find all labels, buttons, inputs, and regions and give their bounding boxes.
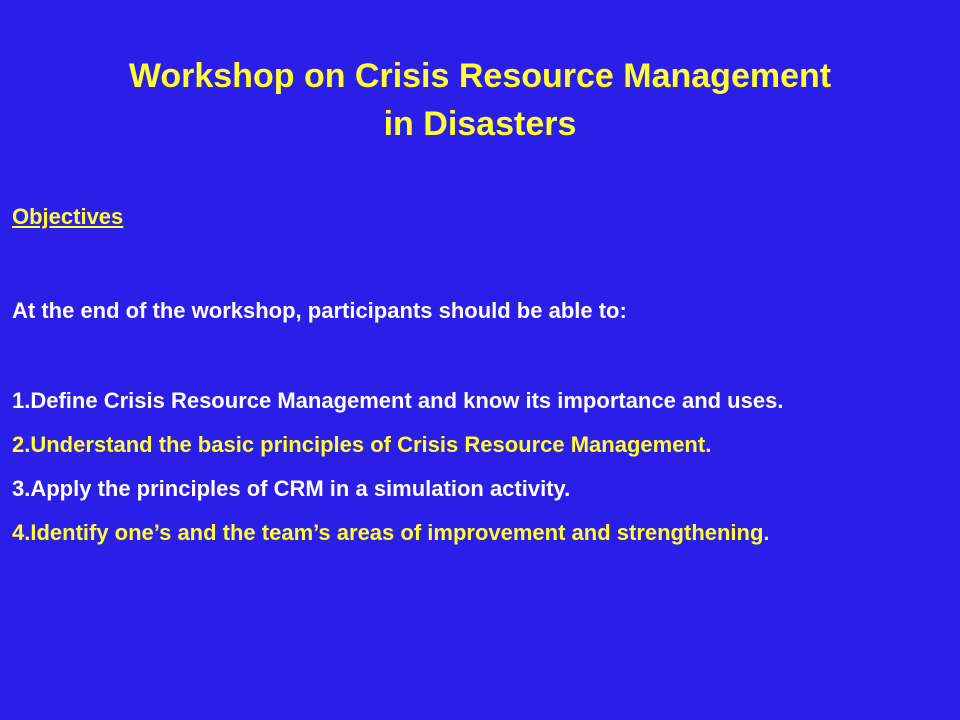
objectives-list [12, 384, 912, 560]
slide-title-line-2: in Disasters [383, 105, 577, 143]
intro-text: At the end of the workshop, participants should be able to: [12, 298, 627, 323]
objective-item-3: 3.Apply the principles of CRM in a simulation activity. [12, 476, 571, 501]
slide-title [0, 52, 960, 148]
slide-title-line-1: Workshop on Crisis Resource Management [128, 57, 832, 95]
objective-item-4: 4.Identify one’s and the team’s areas of improvement and strengthening. [12, 520, 770, 545]
objective-item-2: 2.Understand the basic principles of Crisis Resource Management. [12, 432, 712, 457]
objective-item-1: 1.Define Crisis Resource Management and know its importance and uses. [12, 388, 784, 413]
objectives-heading: Objectives [12, 204, 124, 229]
